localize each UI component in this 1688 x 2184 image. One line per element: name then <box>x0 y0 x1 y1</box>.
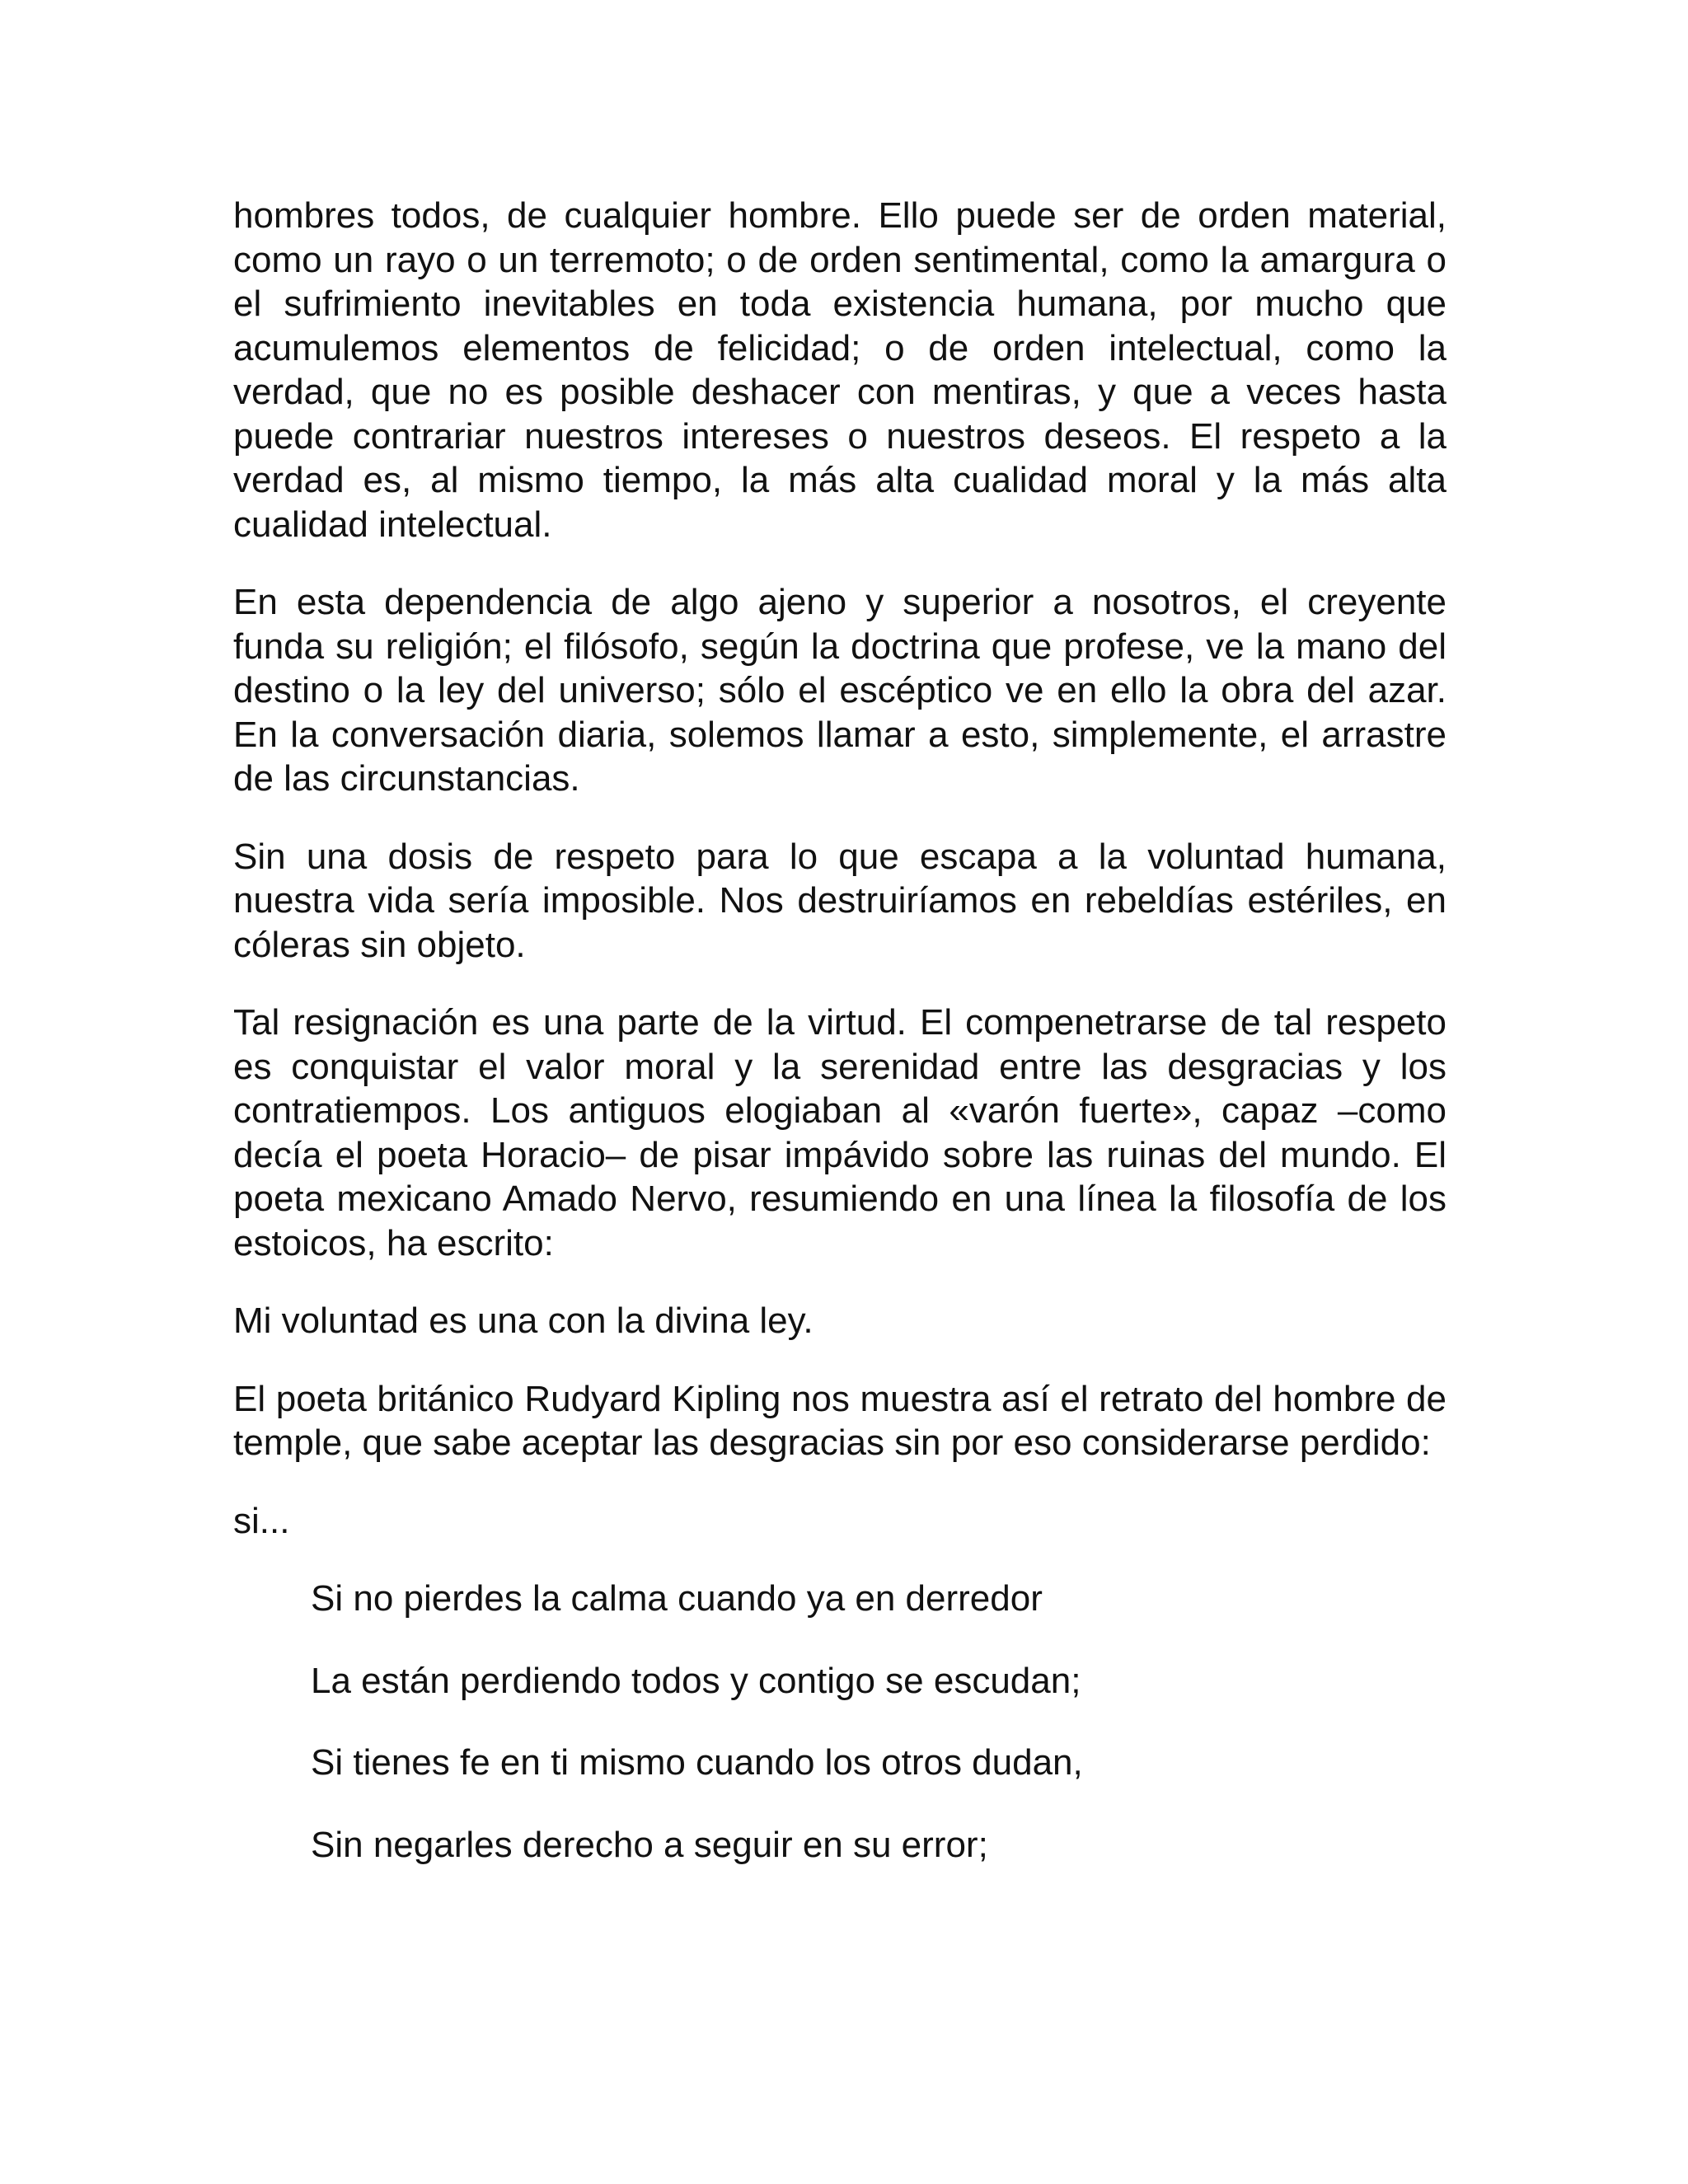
paragraph-verdad: hombres todos, de cualquier hombre. Ello puede ser de orden material, como un rayo o un terremoto; o de orden sentimental, como la amargura o el sufrimiento inevitables en toda existencia humana, por mucho que acumulemos elementos de felicidad; o de orden intelectual, como la verdad, que no es posible deshacer con mentiras, y que a veces hasta puede contrariar nuestros intereses o nuestros deseos. El respeto a la verdad es, al mismo tiempo, la más alta cualidad moral y la más alta cualidad intelectual. <box>233 195 1447 545</box>
verse-line-3: Si tienes fe en ti mismo cuando los otros dudan, <box>311 1742 1083 1783</box>
verse-line-4: Sin negarles derecho a seguir en su error; <box>311 1824 988 1865</box>
body-text <box>233 194 1447 1905</box>
paragraph-resignacion: Tal resignación es una parte de la virtud. El compenetrarse de tal respeto es conquistar el valor moral y la serenidad entre las desgracias y los contratiempos. Los antiguos elogiaban al «varón fuerte», capaz –como decía el poeta Horacio– de pisar impávido sobre las ruinas del mundo. El poeta mexicano Amado Nervo, resumiendo en una línea la filosofía de los estoicos, ha escrito: <box>233 1002 1447 1263</box>
paragraph-respeto: Sin una dosis de respeto para lo que escapa a la voluntad humana, nuestra vida sería imposible. Nos destruiríamos en rebeldías estériles, en cóleras sin objeto. <box>233 836 1447 965</box>
paragraph-dependencia: En esta dependencia de algo ajeno y superior a nosotros, el creyente funda su religión; el filósofo, según la doctrina que profese, ve la mano del destino o la ley del universo; sólo el escéptico ve en ello la obra del azar. En la conversación diaria, solemos llamar a esto, simplemente, el arrastre de las circunstancias. <box>233 582 1447 799</box>
quote-nervo: Mi voluntad es una con la divina ley. <box>233 1301 814 1341</box>
verse-line-1: Si no pierdes la calma cuando ya en derredor <box>311 1578 1043 1619</box>
paragraph-kipling: El poeta británico Rudyard Kipling nos muestra así el retrato del hombre de temple, que sabe aceptar las desgracias sin por eso considerarse perdido: <box>233 1378 1447 1463</box>
verse-line-2: La están perdiendo todos y contigo se escudan; <box>311 1660 1081 1701</box>
paragraph-si: si... <box>233 1500 290 1541</box>
